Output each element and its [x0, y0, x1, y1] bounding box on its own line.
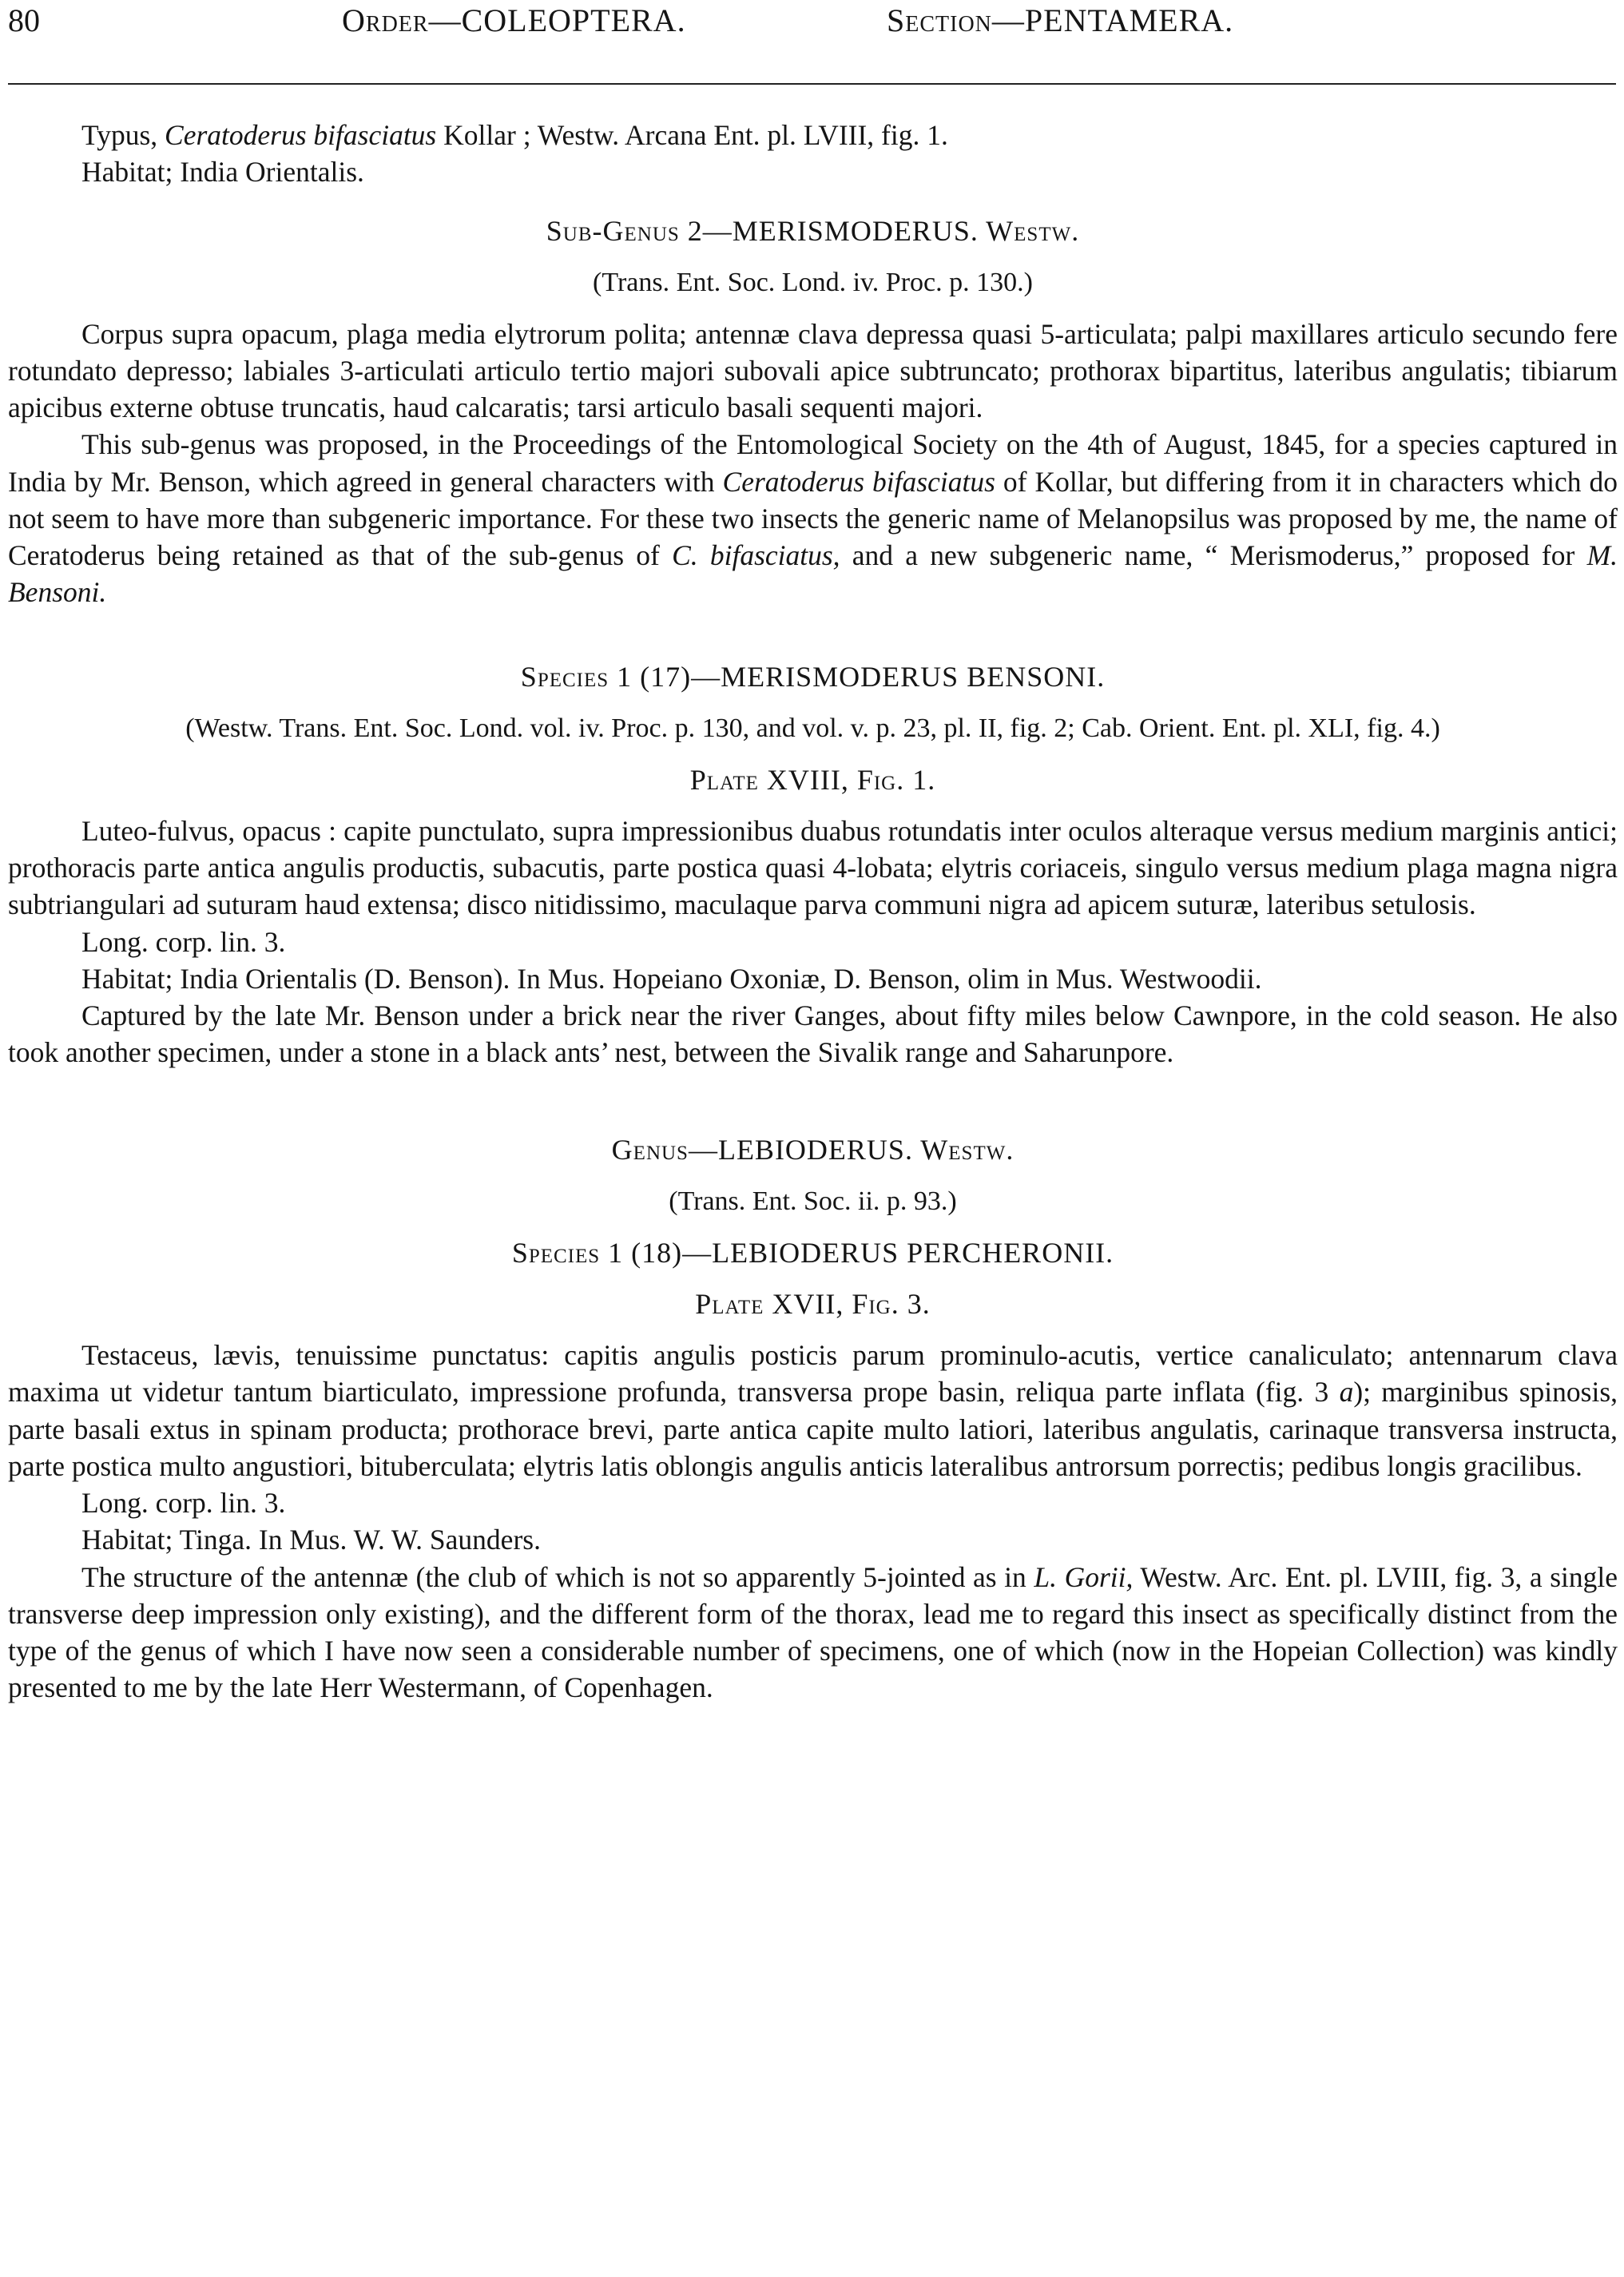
genus-heading: Genus—LEBIODERUS. Westw. — [611, 1134, 1015, 1166]
plate-reference: Plate XVII, Fig. 3. — [695, 1288, 931, 1321]
subgenus-reference: (Trans. Ent. Soc. Lond. iv. Proc. p. 130.) — [593, 267, 1033, 297]
plate-reference: Plate XVIII, Fig. 1. — [689, 763, 936, 796]
subgenus-description: Corpus supra opacum, plaga media elytrorum polita; antennæ clava depressa quasi 5-articulata; palpi maxillares articulo secundo fere rotundato depresso; labiales 3-articulati articulo tertio majori subovali apice subtruncato; prothorax bipartitus, lateribus angulatis; tibiarum apicibus externe obtuse truncatis, haud calcaratis; tarsi articulo basali sequenti majori. — [8, 317, 1618, 424]
species-habitat: Habitat; India Orientalis (D. Benson). In Mus. Hopeiano Oxoniæ, D. Benson, olim in Mus. Westwoodii. — [81, 962, 1262, 995]
species-length: Long. corp. lin. 3. — [81, 925, 286, 958]
header-rule — [8, 83, 1616, 85]
species-note: The structure of the antennæ (the club of which is not so apparently 5-jointed as in L. Gorii, Westw. Arc. Ent. pl. LVIII, fig. 3, a single transverse deep impression only existing), and the different form of the thorax, lead me to regard this insect as specifically distinct from the type of the genus of which I have now seen a considerable number of specimens, one of which (now in the Hopeian Collection) was kindly presented to me by the late Herr Westermann, of Copenhagen. — [8, 1560, 1618, 1704]
species-habitat: Habitat; Tinga. In Mus. W. W. Saunders. — [81, 1524, 541, 1556]
page-number: 80 — [8, 2, 40, 38]
typus-line: Typus, Ceratoderus bifasciatus Kollar ; Westw. Arcana Ent. pl. LVIII, fig. 1. — [81, 119, 948, 151]
species-heading: Species 1 (18)—LEBIODERUS PERCHERONII. — [511, 1236, 1114, 1269]
species-length: Long. corp. lin. 3. — [81, 1487, 286, 1520]
genus-reference: (Trans. Ent. Soc. ii. p. 93.) — [669, 1186, 957, 1216]
subgenus-heading: Sub-Genus 2—MERISMODERUS. Westw. — [546, 215, 1080, 248]
habitat-line: Habitat; India Orientalis. — [81, 156, 364, 189]
species-description: Luteo-fulvus, opacus : capite punctulato, supra impressionibus duabus rotundatis inter oculos alteraque versus medium marginis antici; prothoracis parte antica angulis productis, subacutis, parte postica quasi 4-lobata; elytris coriaceis, singulo versus medium plaga magna nigra subtriangulari ad suturam haud extensa; disco nitidissimo, maculaque parva communi nigra ad apicem suturæ, lateribus setulosis. — [8, 815, 1618, 921]
page-body — [8, 117, 1618, 1706]
section-heading: Section—PENTAMERA. — [887, 2, 1234, 38]
species-description: Testaceus, lævis, tenuissime punctatus: capitis angulis posticis parum prominulo-acutis, vertice canaliculato; antennarum clava maxima ut videtur tantum biarticulato, impressione profunda, transversa prope basin, reliqua parte inflata (fig. 3 a); marginibus spinosis, parte basali extus in spinam producta; prothorace brevi, parte antica capite multo latiori, lateribus angulatis, carinaque transversa instructa, parte postica multo angustiori, bituberculata; elytris latis oblongis angulis anticis lateralibus antrorsum porrectis; pedibus longis gracilibus. — [8, 1339, 1618, 1482]
order-heading: Order—COLEOPTERA. — [342, 2, 686, 38]
species-reference: (Westw. Trans. Ent. Soc. Lond. vol. iv. Proc. p. 130, and vol. v. p. 23, pl. II, fig. 2; Cab. Orient. Ent. pl. XLI, fig. 4.) — [185, 713, 1440, 743]
typus-species-name: Ceratoderus bifasciatus — [165, 119, 437, 151]
subgenus-note: This sub-genus was proposed, in the Proceedings of the Entomological Society on the 4th of August, 1845, for a species captured in India by Mr. Benson, which agreed in general characters with Ceratoderus bifasciatus of Kollar, but differing from it in characters which do not seem to have more than subgeneric importance. For these two insects the generic name of Melanopsilus was proposed by me, the name of Ceratoderus being retained as that of the sub-genus of C. bifasciatus, and a new subgeneric name, “ Merismoderus,” proposed for M. Bensoni. — [8, 428, 1618, 609]
running-head — [8, 0, 1616, 48]
species-heading: Species 1 (17)—MERISMODERUS BENSONI. — [520, 661, 1106, 693]
species-note: Captured by the late Mr. Benson under a brick near the river Ganges, about fifty miles below Cawnpore, in the cold season. He also took another specimen, under a stone in a black ants’ nest, between the Sivalik range and Saharunpore. — [8, 999, 1618, 1069]
